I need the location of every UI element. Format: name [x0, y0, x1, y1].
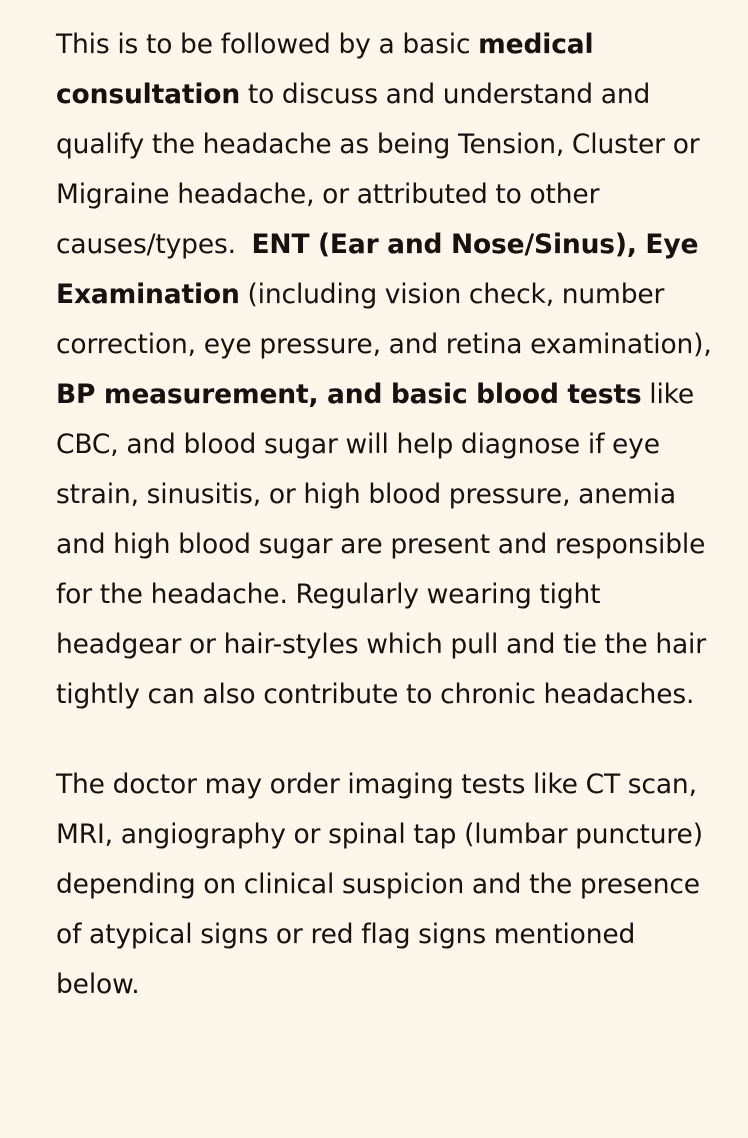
text-span: This is to be followed by a basic [56, 29, 479, 60]
text-span: to discuss and understand and qualify the headache as being Tension, Cluster or Migraine headache, or attributed to other causes/types. [56, 79, 700, 260]
text-span: (including vision check, number correction, eye pressure, and retina examination), [56, 279, 712, 360]
paragraph-consultation [56, 20, 716, 720]
paragraph-imaging: The doctor may order imaging tests like CT scan, MRI, angiography or spinal tap (lumbar puncture) depending on clinical suspicion and the presence of atypical signs or red flag signs mentioned below. [56, 769, 703, 1000]
bold-medical-consultation: medical consultation [56, 29, 594, 110]
article-body [56, 20, 716, 1010]
bold-bp-blood-tests: BP measurement, and basic blood tests [56, 379, 642, 410]
bold-ent-eye-examination: ENT (Ear and Nose/Sinus), Eye Examination [56, 229, 699, 310]
text-span: like CBC, and blood sugar will help diagnose if eye strain, sinusitis, or high blood pressure, anemia and high blood sugar are present and responsible for the headache. Regularly wearing tight headgear or hair-styles which pull and tie the hair tightly can also contribute to chronic headaches. [56, 379, 707, 710]
